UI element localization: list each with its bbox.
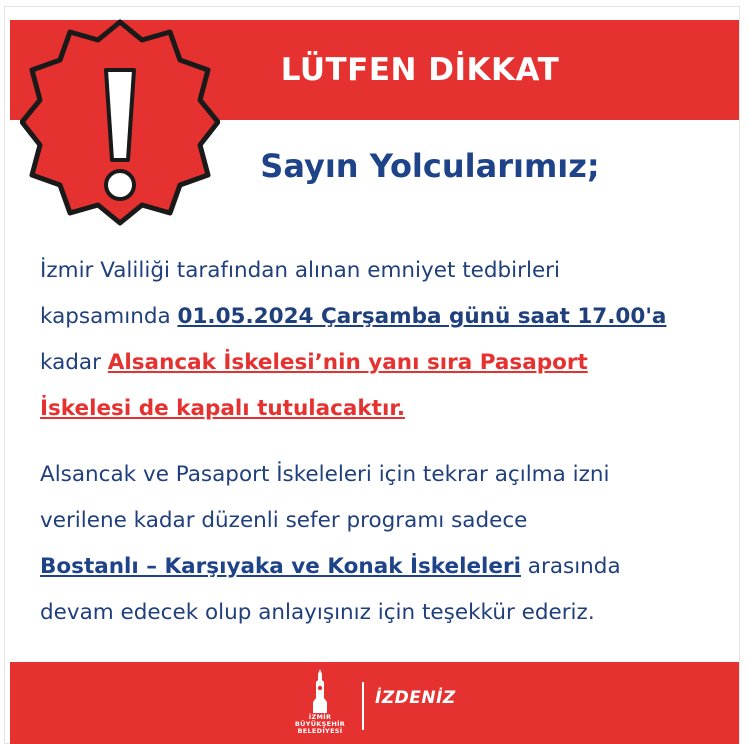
p1-line-2 <box>40 294 730 340</box>
header-title: LÜTFEN DİKKAT <box>280 52 560 88</box>
p1-line-1: İzmir Valiliği tarafından alınan emniyet tedbirleri <box>40 258 560 283</box>
municipality-name-line-2: BÜYÜKŞEHİR <box>294 720 346 728</box>
p2-line-2: verilene kadar düzenli sefer programı sadece <box>40 508 528 533</box>
closed-piers-highlight-2: İskelesi de kapalı tutulacaktır. <box>40 396 406 421</box>
closed-piers-highlight-1: Alsancak İskelesi’nin yanı sıra Pasaport <box>107 350 588 375</box>
p2-line-3-suffix: arasında <box>520 554 621 579</box>
open-piers-highlight: Bostanlı – Karşıyaka ve Konak İskeleleri <box>40 554 521 579</box>
p1-line-2-prefix: kapsamında <box>40 304 178 329</box>
izmir-municipality-logo <box>285 668 355 740</box>
p1-line-3-prefix: kadar <box>40 350 108 375</box>
notice-paragraph-1 <box>40 248 730 432</box>
closure-date-highlight: 01.05.2024 Çarşamba günü saat 17.00'a <box>177 304 667 329</box>
exclamation-badge-icon <box>20 10 220 235</box>
p2-line-4: devam edecek olup anlayışınız için teşekkür ederiz. <box>40 600 595 625</box>
exclamation-stem <box>106 70 134 160</box>
notice-paragraph-2 <box>40 452 730 636</box>
exclamation-dot <box>106 171 134 199</box>
greeting-heading: Sayın Yolcularımız; <box>260 147 600 185</box>
municipality-name-line-1: İZMİR <box>308 713 332 721</box>
p1-line-4 <box>40 386 730 432</box>
izdeniz-logo: İZDENİZ <box>375 688 456 708</box>
clock-tower-icon <box>309 668 331 714</box>
municipality-name-line-3: BELEDİYESİ <box>297 727 343 735</box>
p2-line-1: Alsancak ve Pasaport İskeleleri için tekrar açılma izni <box>40 462 610 487</box>
p2-line-3 <box>40 544 730 590</box>
logo-divider <box>362 682 364 730</box>
p1-line-3 <box>40 340 730 386</box>
